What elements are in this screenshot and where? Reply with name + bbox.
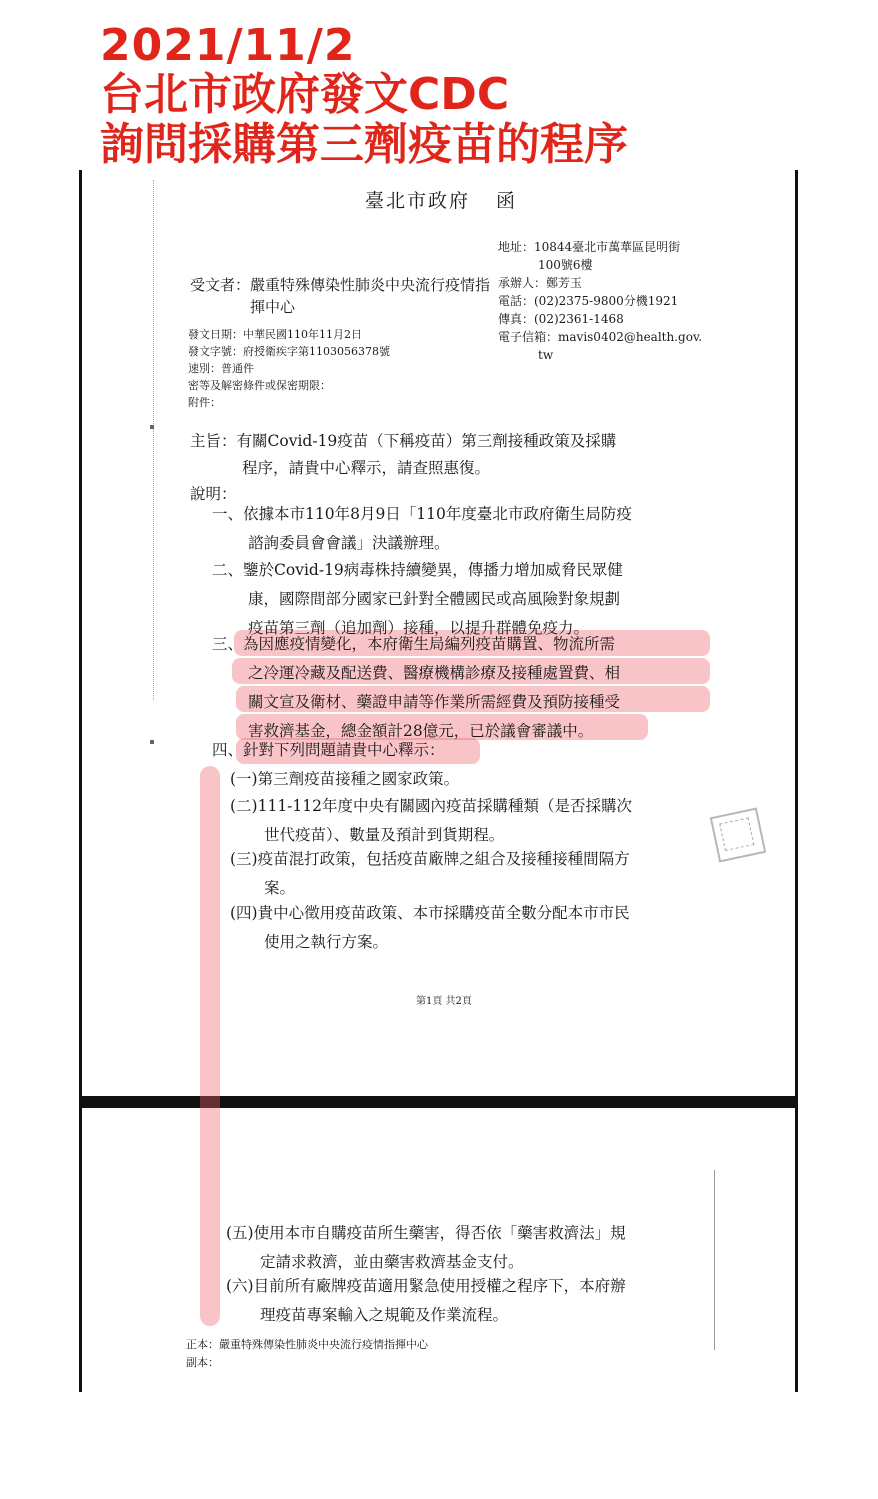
contact-email-cont: tw: [538, 348, 554, 362]
receiver-name: 嚴重特殊傳染性肺炎中央流行疫情指揮中心: [250, 276, 491, 316]
header-caption: [100, 22, 628, 170]
item-line: 害救濟基金，總金額計28億元，已於議會審議中。: [248, 722, 594, 740]
meta-attachment: 附件：: [188, 396, 221, 409]
item-line: 四、針對下列問題請貴中心釋示：: [212, 741, 445, 759]
question-line: (四)貴中心徵用疫苗政策、本市採購疫苗全數分配本市市民: [230, 904, 630, 922]
question-item: [230, 845, 710, 903]
question-line: 理疫苗專案輸入之規範及作業流程。: [260, 1306, 509, 1324]
question-item: [230, 899, 710, 957]
scan-margin-dots: [153, 180, 155, 700]
item-line: 疫苗第三劑（追加劑）接種，以提升群體免疫力。: [248, 619, 590, 637]
item-line: 二、鑒於Covid-19病毒株持續變異，傳播力增加威脅民眾健: [212, 561, 623, 579]
question-item: [230, 792, 710, 850]
subject-line-1: 主旨：有關Covid-19疫苗（下稱疫苗）第三劑接種政策及採購: [190, 432, 617, 450]
question-item: [226, 1219, 706, 1277]
question-item: [226, 1272, 706, 1330]
contact-fax: 傳真：(02)2361-1468: [498, 312, 624, 326]
page-left-border: [79, 170, 82, 1392]
question-line: (三)疫苗混打政策，包括疫苗廠牌之組合及接種接種間隔方: [230, 850, 630, 868]
question-item: [230, 765, 710, 794]
item-line: 康，國際間部分國家已針對全體國民或高風險對象規劃: [248, 590, 621, 608]
title-text: 臺北市政府: [365, 190, 471, 212]
header-line-2: 詢問採購第三劑疫苗的程序: [100, 119, 628, 170]
contact-address: 地址：10844臺北市萬華區昆明街: [498, 240, 681, 254]
question-line: 世代疫苗）、數量及預計到貨期程。: [264, 826, 505, 844]
meta-date: 發文日期：中華民國110年11月2日: [188, 328, 362, 341]
highlight-vertical-bar: [200, 766, 220, 1326]
copy-cc: 副本：: [186, 1356, 219, 1369]
item-line: 三、為因應疫情變化，本府衛生局編列疫苗購置、物流所需: [212, 635, 616, 653]
header-line-1: 台北市政府發文CDC: [100, 69, 510, 120]
contact-block: [498, 238, 702, 364]
meta-speed: 速別：普通件: [188, 362, 254, 375]
explain-item: [212, 630, 722, 746]
title-suffix: 函: [496, 190, 518, 212]
copy-main: 正本：嚴重特殊傳染性肺炎中央流行疫情指揮中心: [186, 1338, 428, 1351]
meta-number: 發文字號：府授衛疾字第1103056378號: [188, 345, 390, 358]
page2-inner-border: [714, 1170, 715, 1350]
explain-item: [212, 736, 712, 765]
header-date: 2021/11/2: [100, 20, 356, 71]
item-line: 諮詢委員會會議」決議辦理。: [248, 534, 450, 552]
question-line: 案。: [264, 879, 296, 897]
question-line: (一)第三劑疫苗接種之國家政策。: [230, 770, 460, 788]
question-line: (二)111-112年度中央有關國內疫苗採購種類（是否採購次: [230, 797, 633, 815]
scan-mark: [150, 425, 154, 429]
question-line: 使用之執行方案。: [264, 933, 389, 951]
question-line: 定請求救濟，並由藥害救濟基金支付。: [260, 1253, 524, 1271]
receiver: [190, 274, 495, 318]
meta-secrecy: 密等及解密條件或保密期限：: [188, 379, 331, 392]
page-right-border: [795, 170, 798, 1392]
question-line: (六)目前所有廠牌疫苗適用緊急使用授權之程序下，本府辦: [226, 1277, 626, 1295]
contact-address-cont: 100號6樓: [538, 258, 593, 272]
question-line: (五)使用本市自購疫苗所生藥害，得否依「藥害救濟法」規: [226, 1224, 626, 1242]
page-number: 第1頁 共2頁: [416, 996, 472, 1007]
subject-line-2: 程序，請貴中心釋示，請查照惠復。: [242, 459, 491, 477]
item-line: 關文宣及衛材、藥證申請等作業所需經費及預防接種受: [248, 693, 621, 711]
page-separator: [79, 1096, 798, 1108]
explain-label: 說明：: [190, 485, 237, 503]
document-meta: [188, 326, 390, 411]
header-title: [100, 70, 628, 170]
distribution-list: [186, 1336, 428, 1372]
contact-email: 電子信箱：mavis0402@health.gov.: [498, 330, 703, 344]
receiver-label: 受文者：: [190, 276, 251, 294]
subject: [190, 428, 710, 482]
item-line: 之冷運冷藏及配送費、醫療機構診療及接種處置費、相: [248, 664, 621, 682]
explain-item: [212, 500, 712, 558]
seal-stamp: [710, 808, 767, 863]
scan-mark: [150, 740, 154, 744]
document-title: [365, 186, 517, 213]
item-line: 一、依據本市110年8月9日「110年度臺北市政府衛生局防疫: [212, 505, 632, 523]
contact-handler: 承辦人：鄭芳玉: [498, 276, 583, 290]
contact-phone: 電話：(02)2375-9800分機1921: [498, 294, 679, 308]
